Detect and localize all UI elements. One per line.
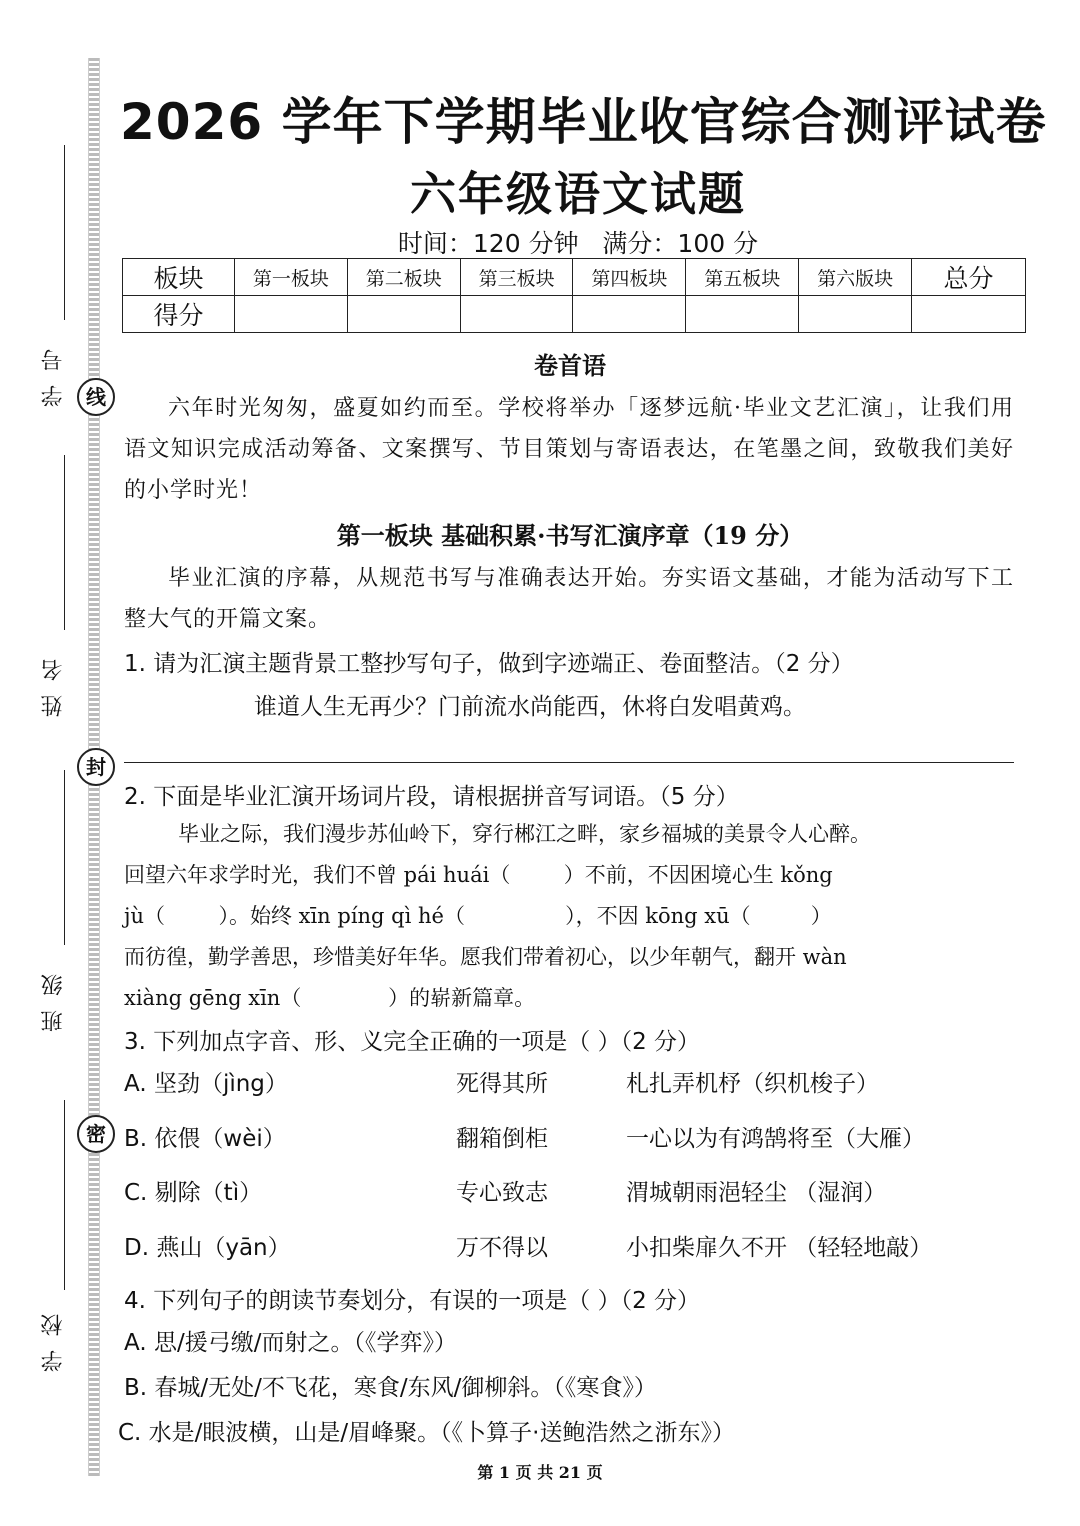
- score-table-header-row: [123, 259, 1026, 296]
- section-heading: 第一板块 基础积累·书写汇演序章（19 分）: [336, 521, 804, 550]
- option-c-phrase: 渭城朝雨浥轻尘 （湿润）: [626, 1180, 887, 1206]
- question-1-stem: 1. 请为汇演主题背景工整抄写句子，做到字迹端正、卷面整洁。（2 分）: [124, 651, 854, 677]
- table-header-cell: 板块: [123, 259, 235, 296]
- option-b-phrase: 一心以为有鸿鹄将至（大雁）: [626, 1126, 925, 1152]
- score-cell[interactable]: [912, 296, 1026, 333]
- table-header-cell: 第一板块: [235, 259, 348, 296]
- school-label: 学校: [41, 1300, 66, 1372]
- option-d-phrase: 小扣柴扉久不开 （轻轻地敲）: [626, 1235, 933, 1261]
- page-number: 第 1 页 共 21 页: [477, 1463, 603, 1482]
- score-table: [122, 258, 1026, 333]
- foreword-text: 六年时光匆匆，盛夏如约而至。学校将举办「逐梦远航·毕业文艺汇演」，让我们用语文知识完成活动筹备、文案撰写、节目策划与寄语表达，在笔墨之间，致敬我们美好的小学时光！: [124, 396, 1014, 503]
- seal-secret-mark: 密: [77, 1115, 115, 1153]
- option-b-idiom: 翻箱倒柜: [456, 1126, 548, 1152]
- table-header-cell: 第四板块: [573, 259, 686, 296]
- student-id-label: 学号: [41, 335, 66, 407]
- score-cell[interactable]: [460, 296, 573, 333]
- table-header-cell: 第六版块: [799, 259, 912, 296]
- table-header-cell: 第三板块: [460, 259, 573, 296]
- question-2-line: jù（ ）。始终 xīn píng qì hé（ ），不因 kōng xū（ ）: [124, 904, 832, 928]
- question-2-stem: 2. 下面是毕业汇演开场词片段，请根据拼音写词语。（5 分）: [124, 784, 739, 810]
- question-2-line: 回望六年求学时光，我们不曾 pái huái（ ）不前，不因困境心生 kǒng: [124, 863, 833, 887]
- seal-line-mark: 线: [77, 378, 115, 416]
- table-header-cell: 总分: [912, 259, 1026, 296]
- question-4-option-a: A. 思/援弓缴/而射之。（《学弈》）: [124, 1330, 457, 1356]
- foreword-heading: 卷首语: [534, 351, 606, 380]
- option-a-phrase: 札扎弄机杼（织机梭子）: [626, 1071, 879, 1097]
- question-3-stem: 3. 下列加点字音、形、义完全正确的一项是（ ）（2 分）: [124, 1029, 701, 1055]
- question-4-option-b: B. 春城/无处/不飞花，寒食/东风/御柳斜。（《寒食》）: [124, 1375, 657, 1401]
- question-2-line: 而彷徨，勤学善思，珍惜美好年华。愿我们带着初心，以少年朝气，翻开 wàn: [124, 945, 847, 969]
- table-row-header: 得分: [123, 296, 235, 333]
- option-a-word: A. 坚劲（jìng）: [124, 1071, 288, 1097]
- question-2-line: 毕业之际，我们漫步苏仙岭下，穿行郴江之畔，家乡福城的美景令人心醉。: [178, 822, 871, 846]
- writing-line[interactable]: [124, 762, 1014, 763]
- question-2-line: xiàng gēng xīn（ ）的崭新篇章。: [124, 986, 536, 1010]
- table-header-cell: 第二板块: [347, 259, 460, 296]
- binding-line: [64, 145, 65, 320]
- score-cell[interactable]: [347, 296, 460, 333]
- class-label: 班级: [41, 960, 66, 1032]
- binding-line: [64, 455, 65, 630]
- option-c-idiom: 专心致志: [456, 1180, 548, 1206]
- option-b-word: B. 依偎（wèi）: [124, 1126, 286, 1152]
- section-intro: 毕业汇演的序幕，从规范书写与准确表达开始。夯实语文基础，才能为活动写下工整大气的开篇文案。: [124, 566, 1014, 632]
- option-d-idiom: 万不得以: [456, 1235, 548, 1261]
- time-score-line: 时间：120 分钟 满分：100 分: [397, 229, 759, 258]
- question-1-sentence: 谁道人生无再少？门前流水尚能西，休将白发唱黄鸡。: [254, 694, 806, 720]
- binding-line: [64, 770, 65, 945]
- option-c-word: C. 剔除（tì）: [124, 1180, 263, 1206]
- score-cell[interactable]: [686, 296, 799, 333]
- score-cell[interactable]: [235, 296, 348, 333]
- binding-line: [64, 1100, 65, 1290]
- exam-subtitle: 六年级语文试题: [410, 167, 746, 221]
- name-label: 姓名: [41, 645, 66, 717]
- score-cell[interactable]: [573, 296, 686, 333]
- table-header-cell: 第五板块: [686, 259, 799, 296]
- option-a-idiom: 死得其所: [456, 1071, 548, 1097]
- exam-title: 2026 学年下学期毕业收官综合测评试卷: [120, 93, 1047, 151]
- question-4-option-c: C. 水是/眼波横，山是/眉峰聚。（《卜算子·送鲍浩然之浙东》）: [118, 1420, 735, 1446]
- question-4-stem: 4. 下列句子的朗读节奏划分，有误的一项是（ ）（2 分）: [124, 1288, 701, 1314]
- score-table-score-row: [123, 296, 1026, 333]
- seal-seal-mark: 封: [77, 748, 115, 786]
- score-cell[interactable]: [799, 296, 912, 333]
- option-d-word: D. 燕山（yān）: [124, 1235, 291, 1261]
